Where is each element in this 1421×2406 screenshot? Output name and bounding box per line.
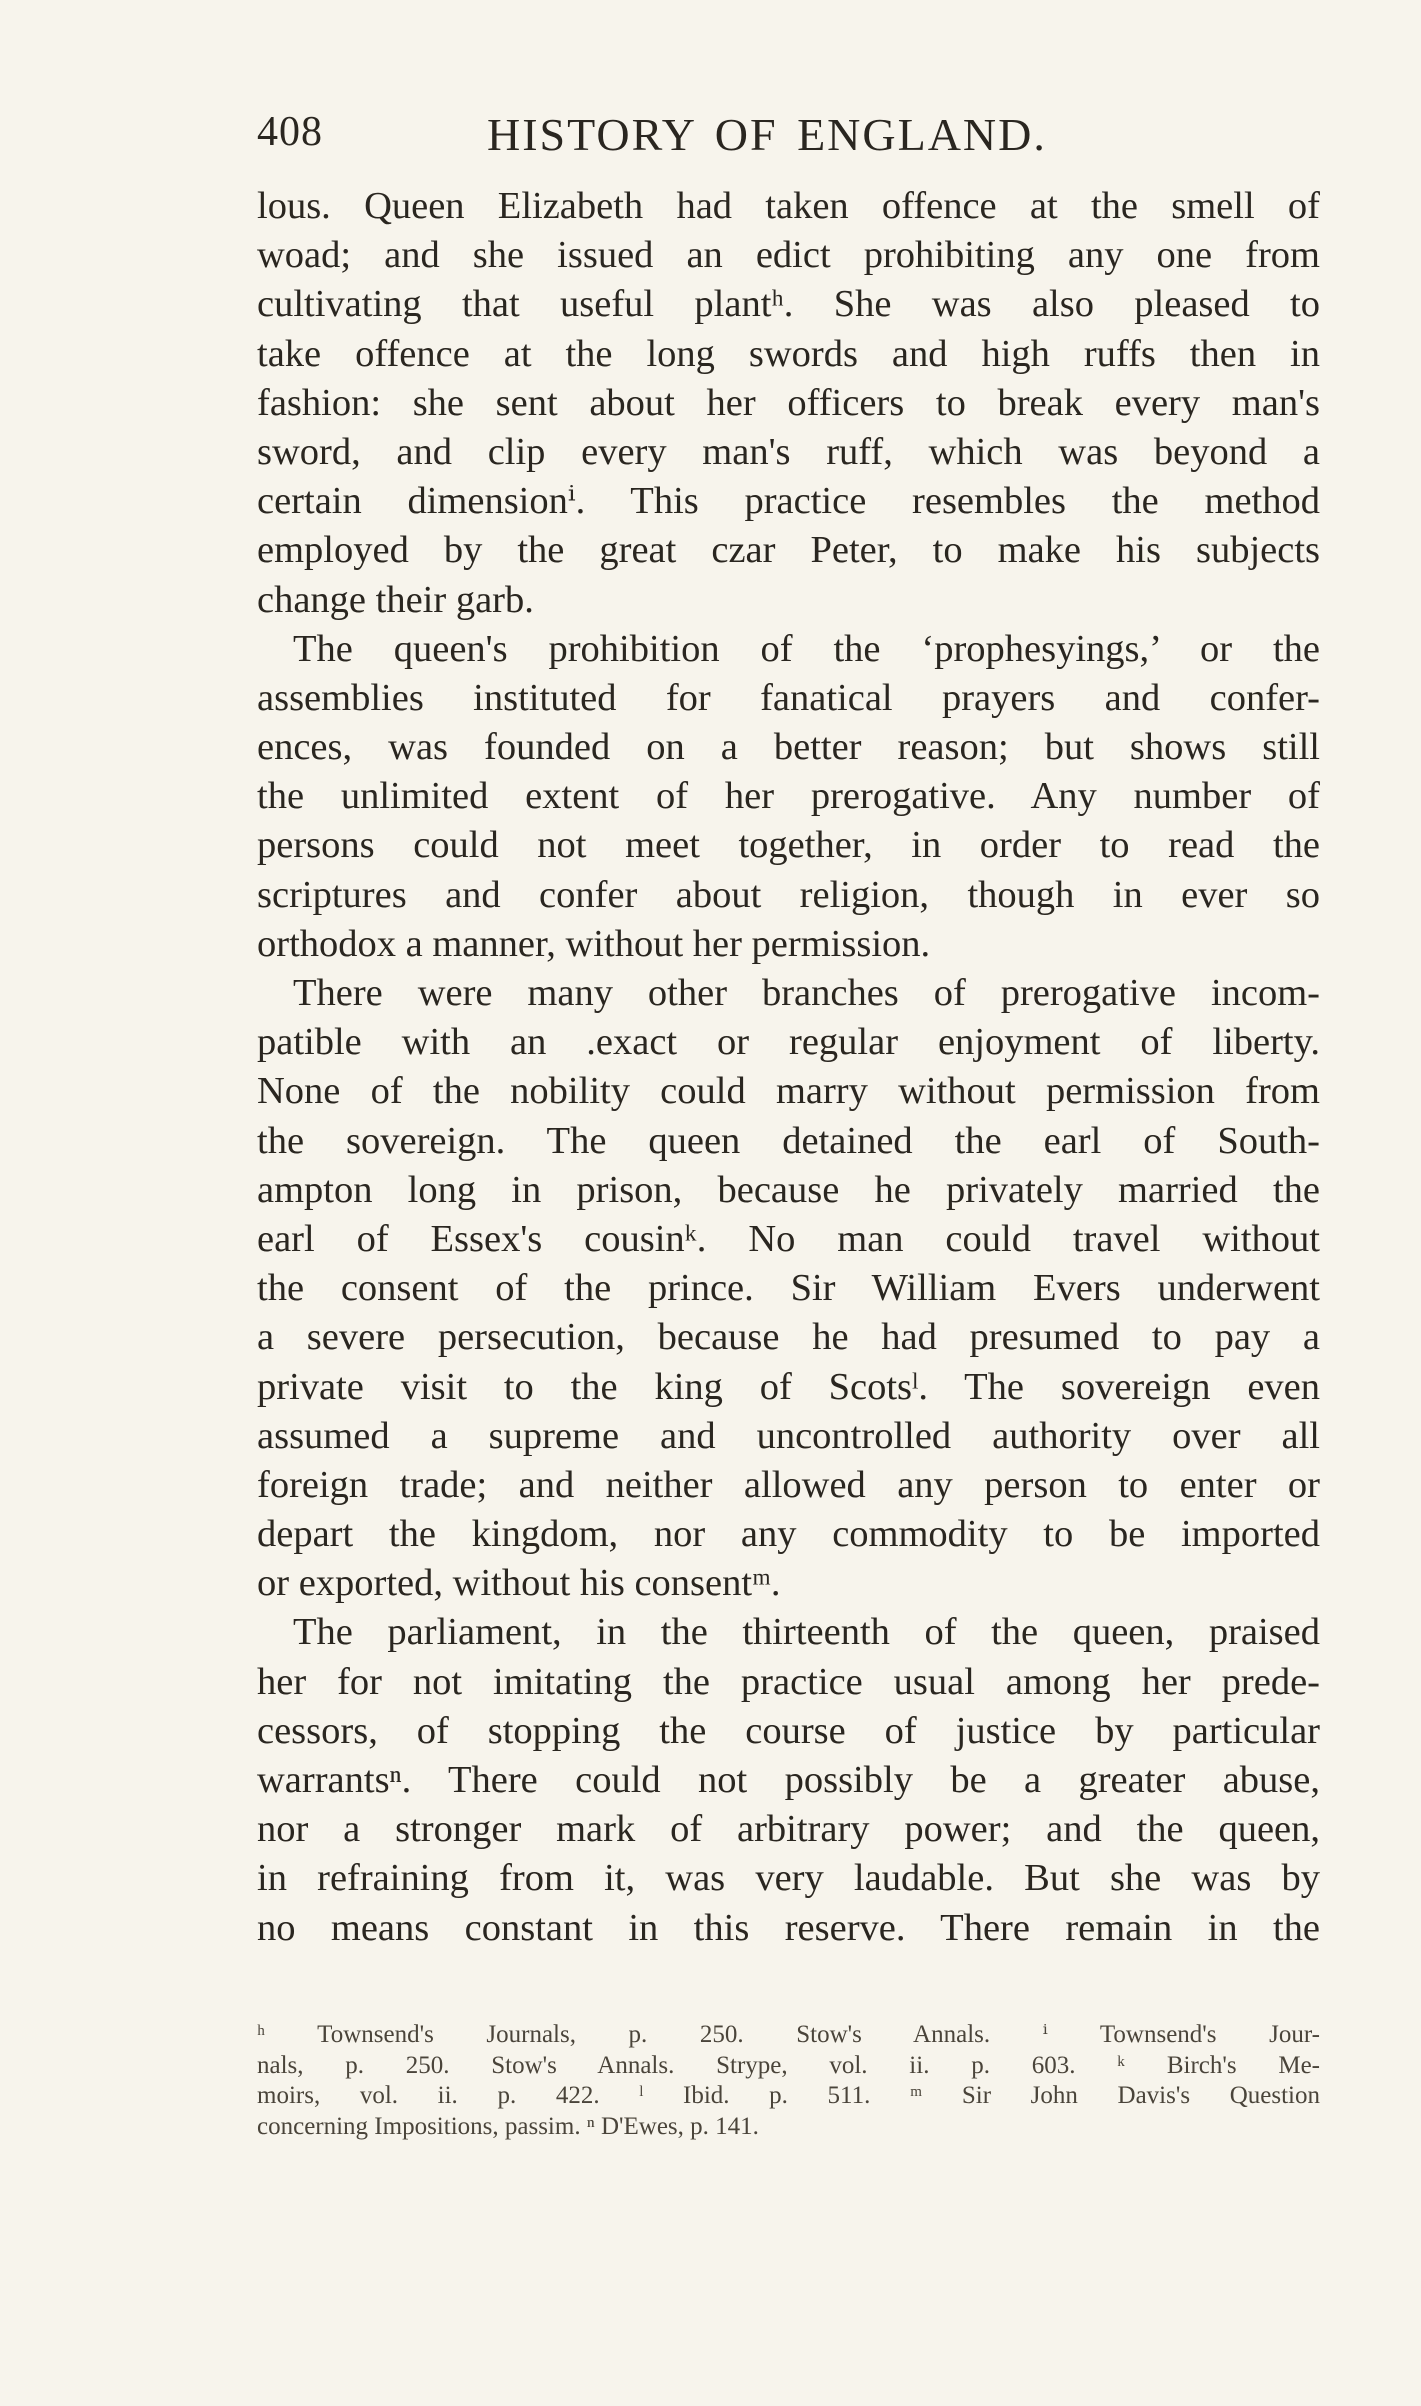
text-line: orthodox a manner, without her permission. [257, 922, 931, 965]
text-line: private visit to the king of Scotsˡ. The sovereign even [257, 1365, 1320, 1408]
page-header [257, 108, 1317, 168]
text-line: employed by the great czar Peter, to make his subjects [257, 529, 1320, 572]
text-line: no means constant in this reserve. There remain in the [257, 1906, 1320, 1949]
text-line: the consent of the prince. Sir William Evers underwent [257, 1267, 1320, 1310]
text-line: in refraining from it, was very laudable. But she was by [257, 1857, 1320, 1900]
text-line: lous. Queen Elizabeth had taken offence at the smell of [257, 185, 1320, 227]
text-line: earl of Essex's cousinᵏ. No man could travel without [257, 1217, 1320, 1260]
text-line: warrantsⁿ. There could not possibly be a greater abuse, [257, 1759, 1320, 1801]
text-line: nor a stronger mark of arbitrary power; and the queen, [257, 1808, 1320, 1851]
text-line: sword, and clip every man's ruff, which was beyond a [257, 430, 1320, 473]
text-line: None of the nobility could marry without permission from [257, 1070, 1320, 1113]
text-line: change their garb. [257, 578, 534, 621]
text-line: ampton long in prison, because he privately married the [257, 1168, 1320, 1211]
text-line: cultivating that useful plantʰ. She was also pleased to [257, 283, 1320, 326]
text-line: the sovereign. The queen detained the earl of South- [257, 1119, 1320, 1162]
body-text [257, 182, 1320, 1953]
text-line: a severe persecution, because he had presumed to pay a [257, 1316, 1320, 1359]
text-line: ences, was founded on a better reason; but shows still [257, 726, 1320, 769]
text-line: assumed a supreme and uncontrolled authority over all [257, 1414, 1320, 1457]
paragraph-start-line: There were many other branches of prerogative incom- [293, 972, 1320, 1014]
footnote-line: ʰ Townsend's Journals, p. 250. Stow's Annals. ⁱ Townsend's Jour- [257, 2021, 1320, 2048]
text-line: depart the kingdom, nor any commodity to be imported [257, 1513, 1320, 1556]
text-line: assemblies instituted for fanatical prayers and confer- [257, 676, 1320, 719]
text-line: fashion: she sent about her officers to break every man's [257, 381, 1320, 424]
running-title: HISTORY OF ENGLAND. [487, 109, 1047, 160]
text-line: persons could not meet together, in order to read the [257, 824, 1320, 867]
text-line: scriptures and confer about religion, though in ever so [257, 873, 1320, 916]
text-line: her for not imitating the practice usual among her prede- [257, 1660, 1320, 1703]
text-line: patible with an .exact or regular enjoyment of liberty. [257, 1021, 1320, 1064]
paragraph-start-line: The queen's prohibition of the ‘prophesyings,’ or the [293, 627, 1320, 670]
text-line: woad; and she issued an edict prohibiting any one from [257, 234, 1320, 277]
text-line: foreign trade; and neither allowed any person to enter or [257, 1463, 1320, 1506]
footnote-line: concerning Impositions, passim. ⁿ D'Ewes, p. 141. [257, 2112, 759, 2140]
text-line: cessors, of stopping the course of justice by particular [257, 1709, 1320, 1752]
footnote-line: nals, p. 250. Stow's Annals. Strype, vol. ii. p. 603. ᵏ Birch's Me- [257, 2051, 1320, 2079]
text-line: certain dimensionⁱ. This practice resembles the method [257, 480, 1320, 523]
text-line: or exported, without his consentᵐ. [257, 1562, 781, 1605]
footnote-line: moirs, vol. ii. p. 422. ˡ Ibid. p. 511. ᵐ Sir John Davis's Question [257, 2082, 1320, 2109]
page-number: 408 [257, 109, 323, 155]
text-line: the unlimited extent of her prerogative. Any number of [257, 775, 1320, 818]
text-line: take offence at the long swords and high ruffs then in [257, 332, 1320, 375]
footnotes [257, 2020, 1320, 2142]
paragraph-start-line: The parliament, in the thirteenth of the queen, praised [293, 1611, 1320, 1654]
